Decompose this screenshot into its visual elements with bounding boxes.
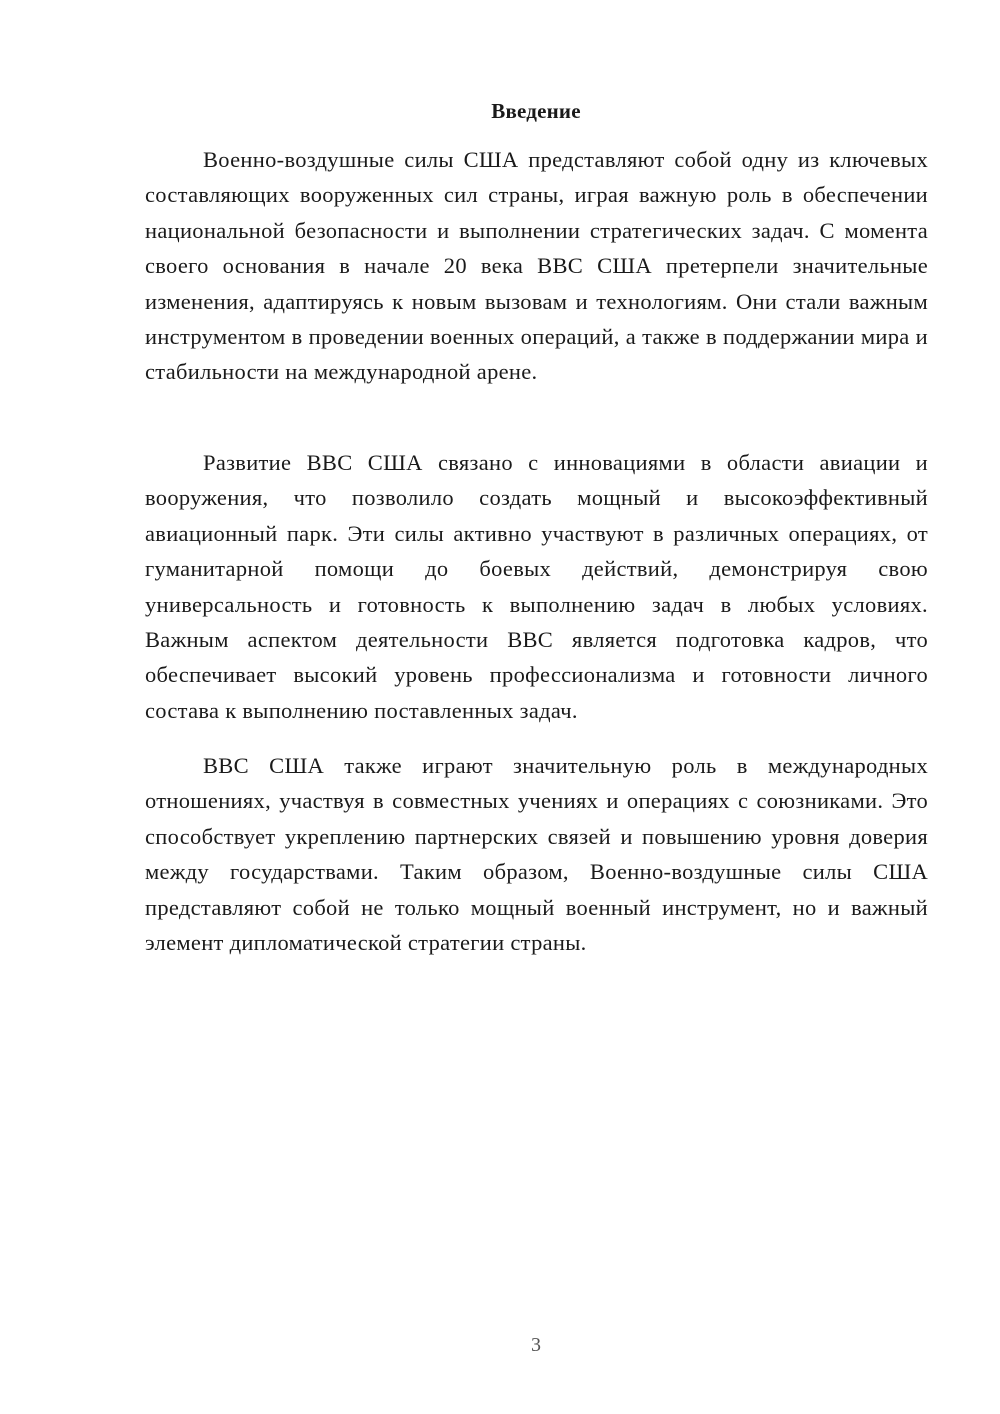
page-number: 3 [531, 1334, 541, 1356]
body-paragraph-1: Военно-воздушные силы США представляют собой одну из ключевых составляющих вооруженных сил страны, играя важную роль в обеспечении национальной безопасности и выполнении стратегических задач. С момента своего основания в начале 20 века ВВС США претерпели значительные изменения, адаптируясь к новым вызовам и технологиям. Они стали важным инструментом в проведении военных операций, а также в поддержании мира и стабильности на международной арене. [145, 147, 928, 385]
section-heading: Введение [491, 99, 581, 123]
body-paragraph-2: Развитие ВВС США связано с инновациями в области авиации и вооружения, что позволило создать мощный и высокоэффективный авиационный парк. Эти силы активно участвуют в различных операциях, от гуманитарной помощи до боевых действий, демонстрируя свою универсальность и готовность к выполнению задач в любых условиях. Важным аспектом деятельности ВВС является подготовка кадров, что обеспечивает высокий уровень профессионализма и готовности личного состава к выполнению поставленных задач. [145, 450, 928, 723]
body-paragraph-3: ВВС США также играют значительную роль в международных отношениях, участвуя в совместных учениях и операциях с союзниками. Это способствует укреплению партнерских связей и повышению уровня доверия между государствами. Таким образом, Военно-воздушные силы США представляют собой не только мощный военный инструмент, но и важный элемент дипломатической стратегии страны. [145, 753, 928, 956]
